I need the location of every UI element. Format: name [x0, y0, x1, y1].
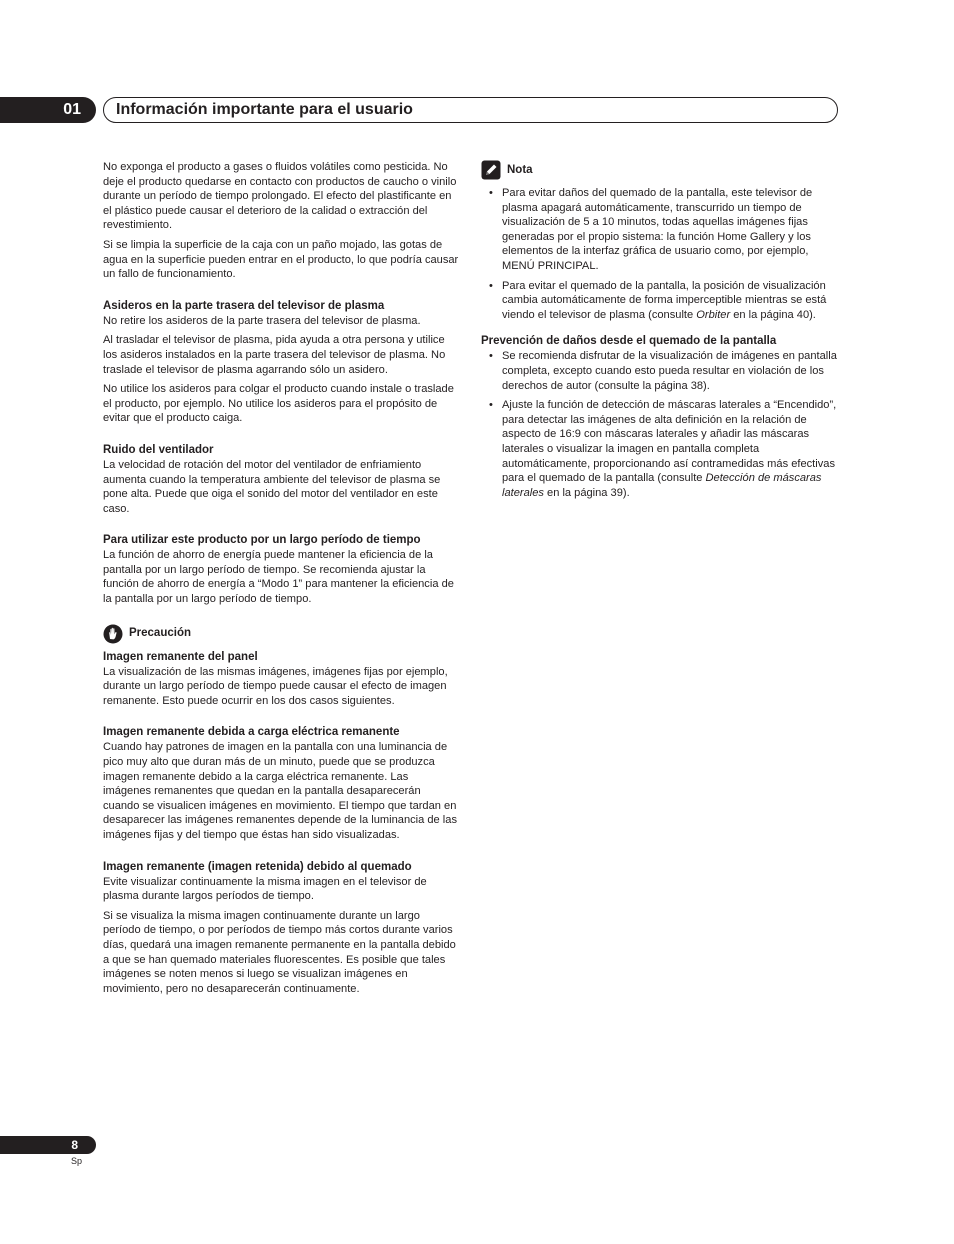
list-item: • Para evitar daños del quemado de la pantalla, este televisor de plasma apagará automáticamente, transcurrido un tiempo de visualización de 5 a 10 minutos, todas aquellas imágenes fijas generadas por el propio sistema: la función Home Gallery y los elementos de la interfaz gráfica de usuario como, por ejemplo, MENÚ PRINCIPAL.: [481, 186, 837, 274]
section-heading: Imagen remanente debida a carga eléctrica remanente: [103, 726, 400, 739]
paragraph: No retire los asideros de la parte trasera del televisor de plasma.: [103, 314, 421, 327]
caution-header: [103, 624, 459, 644]
section-prevencion: [481, 334, 837, 500]
paragraph: Evite visualizar continuamente la misma imagen en el televisor de plasma durante largos períodos de tiempo.: [103, 875, 427, 903]
list-item-text: en la página 39).: [543, 486, 630, 499]
chapter-number-tab: 01: [0, 97, 96, 123]
list-item-text: en la página 40).: [730, 308, 816, 321]
section-heading: Imagen remanente (imagen retenida) debido al quemado: [103, 860, 412, 873]
note-list: [481, 186, 837, 322]
note-block: [481, 160, 837, 322]
paragraph: La función de ahorro de energía puede mantener la eficiencia de la pantalla por un largo período de tiempo. Se recomienda ajustar la función de ahorro de energía a “Modo 1” para mantener la eficiencia de la pantalla por un largo período de tiempo.: [103, 549, 454, 606]
paragraph: Al trasladar el televisor de plasma, pida ayuda a otra persona y utilice los asideros instalados en la parte trasera del televisor de plasma. No traslade el televisor de plasma agarrando sólo un asidero.: [103, 334, 446, 376]
paragraph: La velocidad de rotación del motor del ventilador de enfriamiento aumenta cuando la temperatura ambiente del televisor de plasma se pone alta. Puede que oiga el sonido del motor del ventilador en este caso.: [103, 458, 441, 515]
caution-block: [103, 624, 459, 997]
language-code: Sp: [71, 1156, 83, 1166]
caution-hand-icon: [103, 624, 123, 644]
intro-section: [103, 160, 459, 282]
section-ruido: [103, 443, 459, 516]
note-label: Nota: [507, 163, 533, 176]
paragraph: Si se limpia la superficie de la caja con un paño mojado, las gotas de agua en la superficie pueden entrar en el producto, lo que podría causar un fallo de funcionamiento.: [103, 238, 459, 281]
section-asideros: [103, 299, 459, 426]
paragraph: No exponga el producto a gases o fluidos volátiles como pesticida. No deje el producto quedarse en contacto con productos de caucho o vinilo durante un período de tiempo prolongado. El efecto del plastificante en el plástico puede causar el deterioro de la calidad o extracción del revestimiento.: [103, 161, 457, 232]
list-item: [481, 279, 837, 323]
page-title: Información importante para el usuario: [103, 97, 838, 123]
list-item-text: Ajuste la función de detección de máscaras laterales a “Encendido”, para detectar las imágenes de alta definición en la relación de aspecto de 16:9 con máscaras laterales y añadir las máscaras laterales o visualizar la imagen en pantalla completa automáticamente, proporcionando así contramedidas más efectivas para el quemado de la pantalla (consulte: [502, 399, 837, 485]
paragraph: No utilice los asideros para colgar el producto cuando instale o traslade el producto, por ejemplo. No utilice los asideros para el propósito de evitar que el producto caiga.: [103, 383, 454, 425]
paragraph: Si se visualiza la misma imagen continuamente durante un largo período de tiempo, o por períodos de tiempo más cortos durante varios días, quedará una imagen remanente permanente en la pantalla debido a que se han quemado materiales fluorescentes. Es posible que tales imágenes se noten menos si luego se visualizan imágenes en movimiento, pero no desaparecerán continuamente.: [103, 909, 456, 995]
section-heading: Asideros en la parte trasera del televisor de plasma: [103, 299, 385, 312]
section-carga-electrica: [103, 725, 459, 842]
section-heading: Para utilizar este producto por un largo período de tiempo: [103, 534, 421, 547]
section-quemado: [103, 860, 459, 997]
list-item-text: Para evitar el quemado de la pantalla, la posición de visualización cambia automáticamente de forma imperceptible mientras se está viendo el televisor de plasma (consulte: [502, 279, 827, 321]
section-largo-periodo: [103, 533, 459, 606]
left-column: [103, 160, 459, 1013]
list-item: • Se recomienda disfrutar de la visualización de imágenes en pantalla completa, excepto cuando esto pueda resultar en violación de los derechos de autor (consulte la página 38).: [481, 349, 837, 393]
note-pencil-icon: [481, 160, 501, 180]
section-heading: Ruido del ventilador: [103, 443, 214, 456]
paragraph: Cuando hay patrones de imagen en la pantalla con una luminancia de pico muy alto que duran más de un minuto, puede que se produzca imagen remanente debido a la carga eléctrica remanente. Las imágenes remanentes que quedan en la pantalla desaparecerán cuando se visualicen imágenes en movimiento. El tiempo que tardan en desaparecer las imágenes remanentes depende de la luminancia de las imágenes fijas y del tiempo que éstas han sido visualizadas.: [103, 741, 457, 841]
caution-label: Precaución: [129, 627, 191, 640]
section-imagen-remanente-panel: [103, 650, 459, 709]
list-item: [481, 398, 837, 500]
section-heading: Imagen remanente del panel: [103, 650, 258, 663]
paragraph: La visualización de las mismas imágenes, imágenes fijas por ejemplo, durante un largo período de tiempo puede causar el efecto de imagen remanente. Esto puede ocurrir en los dos casos siguientes.: [103, 665, 448, 707]
reference-link: Detección de máscaras laterales: [502, 472, 822, 499]
section-heading: Prevención de daños desde el quemado de la pantalla: [481, 335, 777, 348]
note-header: [481, 160, 837, 180]
page-number: 8: [0, 1136, 96, 1154]
reference-link: Orbiter: [696, 308, 731, 321]
right-column: [481, 160, 837, 512]
prevention-list: [481, 349, 837, 500]
